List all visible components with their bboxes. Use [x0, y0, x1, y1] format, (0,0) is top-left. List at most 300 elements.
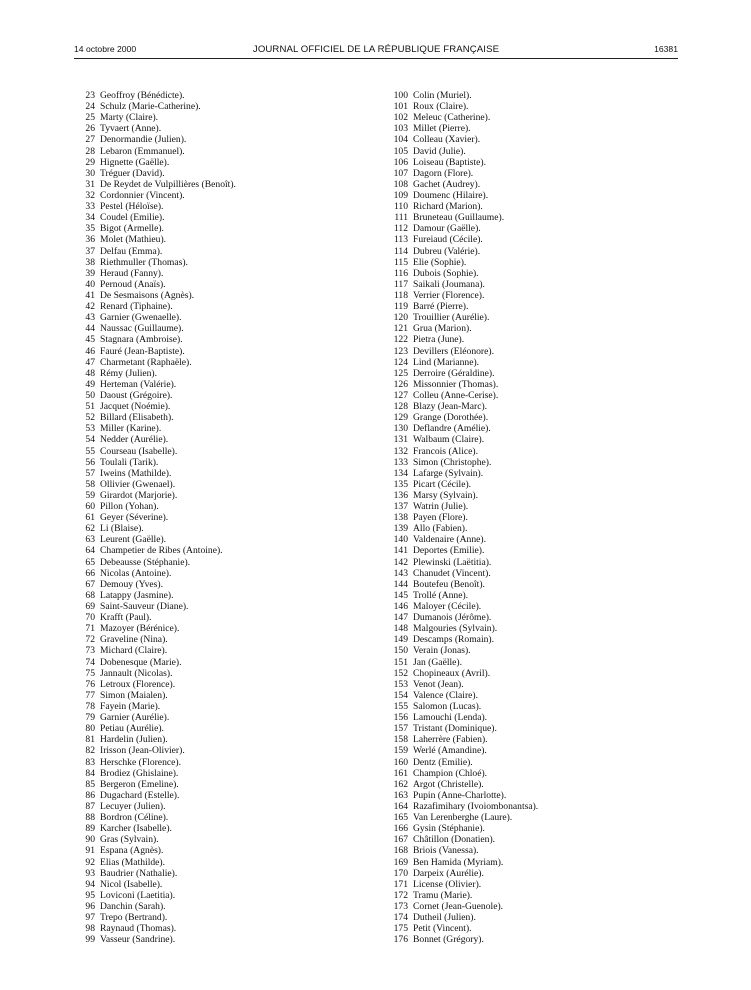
- entry-number: 108: [393, 178, 408, 190]
- entry-name: Pestel (Héloïse).: [100, 201, 164, 213]
- list-item: [386, 779, 676, 790]
- list-item: [80, 723, 360, 734]
- entry-name: Francois (Alice).: [413, 445, 479, 457]
- list-item: [386, 745, 676, 756]
- entry-number: 88: [85, 812, 95, 824]
- entry-number: 95: [85, 889, 95, 901]
- entry-number: 32: [85, 189, 95, 201]
- entry-name: Gysin (Stéphanie).: [413, 823, 485, 835]
- entry-name: Elie (Sophie).: [413, 256, 467, 268]
- entry-number: 87: [85, 801, 95, 812]
- list-item: [386, 301, 676, 312]
- list-item: [386, 146, 676, 157]
- entry-number: 38: [85, 256, 95, 268]
- entry-number: 43: [85, 312, 95, 324]
- list-item: [386, 434, 676, 445]
- entry-number: 52: [85, 412, 95, 424]
- entry-name: Latappy (Jasmine).: [100, 589, 174, 601]
- journal-title: JOURNAL OFFICIEL DE LA RÉPUBLIQUE FRANÇAISE: [252, 44, 500, 55]
- entry-name: Roux (Claire).: [413, 101, 469, 113]
- list-item: [80, 257, 360, 268]
- list-item: [80, 312, 360, 323]
- list-item: [80, 123, 360, 134]
- entry-number: 27: [85, 134, 95, 146]
- list-item: [386, 812, 676, 823]
- entry-number: 139: [393, 523, 408, 535]
- entry-number: 142: [393, 556, 408, 568]
- entry-name: Châtillon (Donatien).: [413, 834, 496, 846]
- list-item: [386, 534, 676, 545]
- entry-name: Fureiaud (Cécile).: [413, 234, 483, 246]
- entry-number: 132: [393, 445, 408, 457]
- entry-name: Grua (Marion).: [413, 323, 472, 335]
- entry-number: 76: [85, 678, 95, 690]
- list-item: [80, 934, 360, 945]
- entry-number: 71: [85, 623, 95, 635]
- list-item: [80, 246, 360, 257]
- entry-number: 73: [85, 645, 95, 657]
- list-item: [386, 557, 676, 568]
- list-item: [80, 745, 360, 756]
- list-item: [80, 834, 360, 845]
- list-item: [80, 879, 360, 890]
- list-item: [386, 368, 676, 379]
- entry-name: Meleuc (Catherine).: [413, 112, 491, 124]
- entry-name: Dagorn (Flore).: [413, 167, 474, 179]
- entry-name: Salomon (Lucas).: [413, 701, 482, 713]
- entry-number: 174: [393, 912, 408, 924]
- entry-number: 104: [393, 134, 408, 146]
- entry-number: 54: [85, 434, 95, 446]
- entry-name: Devillers (Eléonore).: [413, 345, 494, 357]
- list-item: [80, 412, 360, 423]
- entry-name: Blazy (Jean-Marc).: [413, 401, 488, 413]
- entry-name: Geyer (Séverine).: [100, 512, 169, 524]
- entry-number: 84: [85, 767, 95, 779]
- entry-name: Lamouchi (Lenda).: [413, 712, 488, 724]
- entry-name: Billard (Elisabeth).: [100, 412, 174, 424]
- list-item: [386, 734, 676, 745]
- list-item: [80, 168, 360, 179]
- list-item: [386, 623, 676, 634]
- list-item: [80, 234, 360, 245]
- list-item: [386, 834, 676, 845]
- list-item: [386, 479, 676, 490]
- entry-name: Valdenaire (Anne).: [413, 534, 486, 546]
- entry-number: 51: [85, 401, 95, 413]
- entry-number: 150: [393, 645, 408, 657]
- list-item: [386, 312, 676, 323]
- list-item: [386, 501, 676, 512]
- entry-number: 126: [393, 378, 408, 390]
- entry-name: Rémy (Julien).: [100, 367, 158, 379]
- entry-name: Ollivier (Gwenael).: [100, 478, 176, 490]
- entry-name: Garnier (Gwenaelle).: [100, 312, 182, 324]
- entry-name: Charmetant (Raphaële).: [100, 356, 192, 368]
- entry-number: 67: [85, 578, 95, 590]
- list-item: [386, 246, 676, 257]
- entry-number: 92: [85, 856, 95, 868]
- entry-name: Maloyer (Cécile).: [413, 601, 482, 613]
- list-item: [80, 157, 360, 168]
- list-item: [386, 168, 676, 179]
- entry-number: 29: [85, 156, 95, 168]
- list-item: [80, 434, 360, 445]
- list-item: [80, 612, 360, 623]
- entry-number: 35: [85, 223, 95, 235]
- entry-name: Champion (Chloé).: [413, 767, 488, 779]
- entry-number: 106: [393, 156, 408, 168]
- list-item: [386, 101, 676, 112]
- entry-name: Nedder (Aurélie).: [100, 434, 169, 446]
- list-item: [386, 446, 676, 457]
- entry-name: Schulz (Marie-Catherine).: [100, 101, 201, 113]
- list-item: [80, 923, 360, 934]
- entry-name: Dentz (Emilie).: [413, 756, 473, 768]
- entry-name: Nicolas (Antoine).: [100, 567, 172, 579]
- entry-name: Dubois (Sophie).: [413, 267, 479, 279]
- entry-name: Allo (Fabien).: [413, 523, 468, 535]
- list-item: [80, 757, 360, 768]
- entry-name: Lebaron (Emmanuel).: [100, 145, 185, 157]
- entry-number: 102: [393, 112, 408, 124]
- list-item: [80, 368, 360, 379]
- entry-number: 116: [393, 267, 408, 279]
- list-item: [386, 612, 676, 623]
- list-item: [386, 668, 676, 679]
- entry-name: Jannault (Nicolas).: [100, 667, 173, 679]
- entry-number: 119: [393, 301, 408, 313]
- list-item: [386, 868, 676, 879]
- list-item: [386, 157, 676, 168]
- entry-number: 57: [85, 467, 95, 479]
- entry-name: Dutheil (Julien).: [413, 912, 476, 924]
- entry-number: 120: [393, 312, 408, 324]
- entry-name: Hardelin (Julien).: [100, 734, 168, 746]
- entry-number: 152: [393, 667, 408, 679]
- list-item: [80, 912, 360, 923]
- entry-name: Boutefeu (Benoît).: [413, 578, 485, 590]
- entry-number: 39: [85, 267, 95, 279]
- entry-number: 62: [85, 523, 95, 535]
- list-item: [386, 701, 676, 712]
- list-item: [386, 279, 676, 290]
- list-item: [386, 757, 676, 768]
- entry-name: Pernoud (Anaïs).: [100, 278, 166, 290]
- entry-number: 149: [393, 634, 408, 646]
- entry-number: 110: [393, 201, 408, 213]
- entry-name: Van Lerenberghe (Laure).: [413, 812, 513, 824]
- entry-number: 109: [393, 189, 408, 201]
- entry-number: 86: [85, 789, 95, 801]
- list-item: [80, 790, 360, 801]
- entry-name: Lafarge (Sylvain).: [413, 467, 484, 479]
- list-item: [80, 901, 360, 912]
- entry-number: 134: [393, 467, 408, 479]
- list-item: [386, 857, 676, 868]
- entry-name: Payen (Flore).: [413, 512, 468, 524]
- entry-name: Colin (Muriel).: [413, 90, 472, 101]
- entry-name: Razafimihary (Ivoiombonantsa).: [413, 801, 539, 812]
- entry-number: 144: [393, 578, 408, 590]
- entry-name: Raynaud (Thomas).: [100, 923, 177, 935]
- list-item: [386, 512, 676, 523]
- entry-name: Delfau (Emma).: [100, 245, 163, 257]
- list-item: [80, 845, 360, 856]
- list-item: [386, 690, 676, 701]
- entry-name: Coudel (Emilie).: [100, 212, 165, 224]
- entry-number: 59: [85, 489, 95, 501]
- entry-name: Malgouries (Sylvain).: [413, 623, 498, 635]
- entry-name: Toulali (Tarik).: [100, 456, 159, 468]
- list-item: [386, 390, 676, 401]
- entry-name: Laherrère (Fabien).: [413, 734, 488, 746]
- entry-name: Colleau (Xavier).: [413, 134, 481, 146]
- entry-number: 135: [393, 478, 408, 490]
- entry-name: Doumenc (Hilaire).: [413, 189, 489, 201]
- entry-name: Tréguer (David).: [100, 167, 165, 179]
- entry-number: 45: [85, 334, 95, 346]
- list-item: [80, 857, 360, 868]
- entry-number: 64: [85, 545, 95, 557]
- list-item: [386, 845, 676, 856]
- entry-number: 99: [85, 934, 95, 946]
- list-item: [80, 512, 360, 523]
- entry-number: 94: [85, 878, 95, 890]
- entry-name: Verain (Jonas).: [413, 645, 471, 657]
- list-item: [386, 90, 676, 101]
- entry-number: 53: [85, 423, 95, 435]
- entry-number: 85: [85, 778, 95, 790]
- entry-name: David (Julie).: [413, 145, 466, 157]
- entry-number: 165: [393, 812, 408, 824]
- list-item: [80, 101, 360, 112]
- entry-name: Karcher (Isabelle).: [100, 823, 172, 835]
- list-item: [386, 234, 676, 245]
- entry-number: 56: [85, 456, 95, 468]
- entry-number: 40: [85, 278, 95, 290]
- list-item: [386, 412, 676, 423]
- entry-name: Graveline (Nina).: [100, 634, 168, 646]
- list-item: [386, 645, 676, 656]
- entry-number: 148: [393, 623, 408, 635]
- entry-name: Valence (Claire).: [413, 689, 478, 701]
- entry-name: Brodiez (Ghislaine).: [100, 767, 179, 779]
- entry-name: Li (Blaise).: [100, 523, 144, 535]
- entry-name: Bruneteau (Guillaume).: [413, 212, 505, 224]
- list-item: [386, 712, 676, 723]
- entry-number: 157: [393, 723, 408, 735]
- list-item: [80, 179, 360, 190]
- list-item: [80, 623, 360, 634]
- list-item: [80, 334, 360, 345]
- entry-number: 70: [85, 612, 95, 624]
- entry-number: 121: [393, 323, 408, 335]
- list-item: [386, 890, 676, 901]
- entry-number: 117: [393, 278, 408, 290]
- list-item: [386, 490, 676, 501]
- list-item: [80, 734, 360, 745]
- entry-name: Krafft (Paul).: [100, 612, 152, 624]
- entry-name: Herschke (Florence).: [100, 756, 181, 768]
- entry-number: 173: [393, 900, 408, 912]
- entry-number: 24: [85, 101, 95, 113]
- list-item: [386, 590, 676, 601]
- list-item: [80, 523, 360, 534]
- list-item: [80, 357, 360, 368]
- entry-number: 61: [85, 512, 95, 524]
- list-item: [80, 634, 360, 645]
- list-item: [386, 545, 676, 556]
- list-item: [80, 301, 360, 312]
- entry-name: Saint-Sauveur (Diane).: [100, 601, 189, 613]
- entry-name: Briois (Vanessa).: [413, 845, 479, 857]
- entry-number: 90: [85, 834, 95, 846]
- entry-number: 118: [393, 289, 408, 301]
- entry-number: 82: [85, 745, 95, 757]
- entry-number: 31: [85, 178, 95, 190]
- entry-number: 93: [85, 867, 95, 879]
- entry-name: Derroire (Géraldine).: [413, 367, 495, 379]
- list-item: [80, 679, 360, 690]
- list-item: [80, 401, 360, 412]
- entry-name: Chanudet (Vincent).: [413, 567, 491, 579]
- list-item: [80, 768, 360, 779]
- entry-name: Bigot (Armelle).: [100, 223, 164, 235]
- entry-name: Cordonnier (Vincent).: [100, 189, 185, 201]
- entry-number: 122: [393, 334, 408, 346]
- entry-name: Werlé (Amandine).: [413, 745, 487, 757]
- entry-number: 55: [85, 445, 95, 457]
- entry-number: 175: [393, 923, 408, 935]
- entry-number: 81: [85, 734, 95, 746]
- entry-number: 163: [393, 789, 408, 801]
- list-item: [80, 112, 360, 123]
- list-item: [80, 290, 360, 301]
- list-item: [386, 601, 676, 612]
- entry-number: 28: [85, 145, 95, 157]
- list-item: [386, 123, 676, 134]
- list-item: [386, 223, 676, 234]
- entry-name: Tramu (Marie).: [413, 889, 473, 901]
- entry-name: Miller (Karine).: [100, 423, 162, 435]
- list-item: [386, 257, 676, 268]
- entry-number: 25: [85, 112, 95, 124]
- list-item: [80, 579, 360, 590]
- entry-number: 113: [393, 234, 408, 246]
- entry-number: 30: [85, 167, 95, 179]
- entry-name: Richard (Marion).: [413, 201, 483, 213]
- list-item: [386, 912, 676, 923]
- list-item: [386, 346, 676, 357]
- entry-name: Marsy (Sylvain).: [413, 489, 479, 501]
- list-item: [386, 523, 676, 534]
- entry-name: Colleu (Anne-Cerise).: [413, 389, 499, 401]
- entry-number: 131: [393, 434, 408, 446]
- list-item: [80, 645, 360, 656]
- entry-name: Fauré (Jean-Baptiste).: [100, 345, 185, 357]
- entry-name: Petit (Vincent).: [413, 923, 472, 935]
- list-item: [80, 146, 360, 157]
- entry-name: Marty (Claire).: [100, 112, 159, 124]
- entry-name: Deportes (Emilie).: [413, 545, 485, 557]
- entry-number: 89: [85, 823, 95, 835]
- list-item: [80, 90, 360, 101]
- entry-number: 127: [393, 389, 408, 401]
- entry-name: Jacquet (Noémie).: [100, 401, 171, 413]
- entry-name: Venot (Jean).: [413, 678, 464, 690]
- list-item: [386, 823, 676, 834]
- entry-name: Tyvaert (Anne).: [100, 123, 162, 135]
- entry-name: Tristant (Dominique).: [413, 723, 497, 735]
- entry-number: 46: [85, 345, 95, 357]
- entry-number: 65: [85, 556, 95, 568]
- list-item: [80, 423, 360, 434]
- entry-number: 83: [85, 756, 95, 768]
- entry-number: 146: [393, 601, 408, 613]
- entry-number: 68: [85, 589, 95, 601]
- entry-name: Pietra (June).: [413, 334, 465, 346]
- entry-number: 75: [85, 667, 95, 679]
- entry-name: Dugachard (Estelle).: [100, 789, 180, 801]
- entry-number: 140: [393, 534, 408, 546]
- entry-number: 80: [85, 723, 95, 735]
- list-item: [386, 268, 676, 279]
- entry-name: Saikali (Joumana).: [413, 278, 485, 290]
- entry-number: 155: [393, 701, 408, 713]
- entry-name: Plewinski (Laëtitia).: [413, 556, 492, 568]
- entry-name: Daoust (Grégoire).: [100, 389, 173, 401]
- entry-name: Argot (Christelle).: [413, 778, 484, 790]
- entry-name: Naussac (Guillaume).: [100, 323, 184, 335]
- list-item: [80, 823, 360, 834]
- entry-name: Stagnara (Ambroise).: [100, 334, 183, 346]
- entry-number: 98: [85, 923, 95, 935]
- page-number: 16381: [654, 44, 678, 54]
- entry-number: 154: [393, 689, 408, 701]
- entry-name: Watrin (Julie).: [413, 501, 469, 513]
- entry-number: 63: [85, 534, 95, 546]
- entry-number: 34: [85, 212, 95, 224]
- entry-number: 115: [393, 256, 408, 268]
- entry-name: De Sesmaisons (Agnès).: [100, 289, 195, 301]
- list-item: [386, 401, 676, 412]
- entry-number: 72: [85, 634, 95, 646]
- entry-number: 170: [393, 867, 408, 879]
- entry-name: Molet (Mathieu).: [100, 234, 167, 246]
- list-item: [386, 379, 676, 390]
- entry-name: Pupin (Anne-Charlotte).: [413, 789, 507, 801]
- entry-name: Loviconi (Laetitia).: [100, 889, 176, 901]
- entry-number: 100: [393, 90, 408, 101]
- entry-name: Picart (Cécile).: [413, 478, 472, 490]
- list-item: [386, 790, 676, 801]
- entry-name: Debeausse (Stéphanie).: [100, 556, 191, 568]
- entry-number: 161: [393, 767, 408, 779]
- entry-number: 159: [393, 745, 408, 757]
- entry-name: De Reydet de Vulpillières (Benoît).: [100, 178, 236, 190]
- list-item: [80, 446, 360, 457]
- entry-name: Gras (Sylvain).: [100, 834, 159, 846]
- entry-name: Girardot (Marjorie).: [100, 489, 178, 501]
- entry-name: Grange (Dorothée).: [413, 412, 489, 424]
- entry-number: 176: [393, 934, 408, 946]
- entry-name: Ben Hamida (Myriam).: [413, 856, 504, 868]
- list-item: [80, 323, 360, 334]
- entry-name: Dobenesque (Marie).: [100, 656, 182, 668]
- entry-name: Bergeron (Emeline).: [100, 778, 179, 790]
- entry-number: 33: [85, 201, 95, 213]
